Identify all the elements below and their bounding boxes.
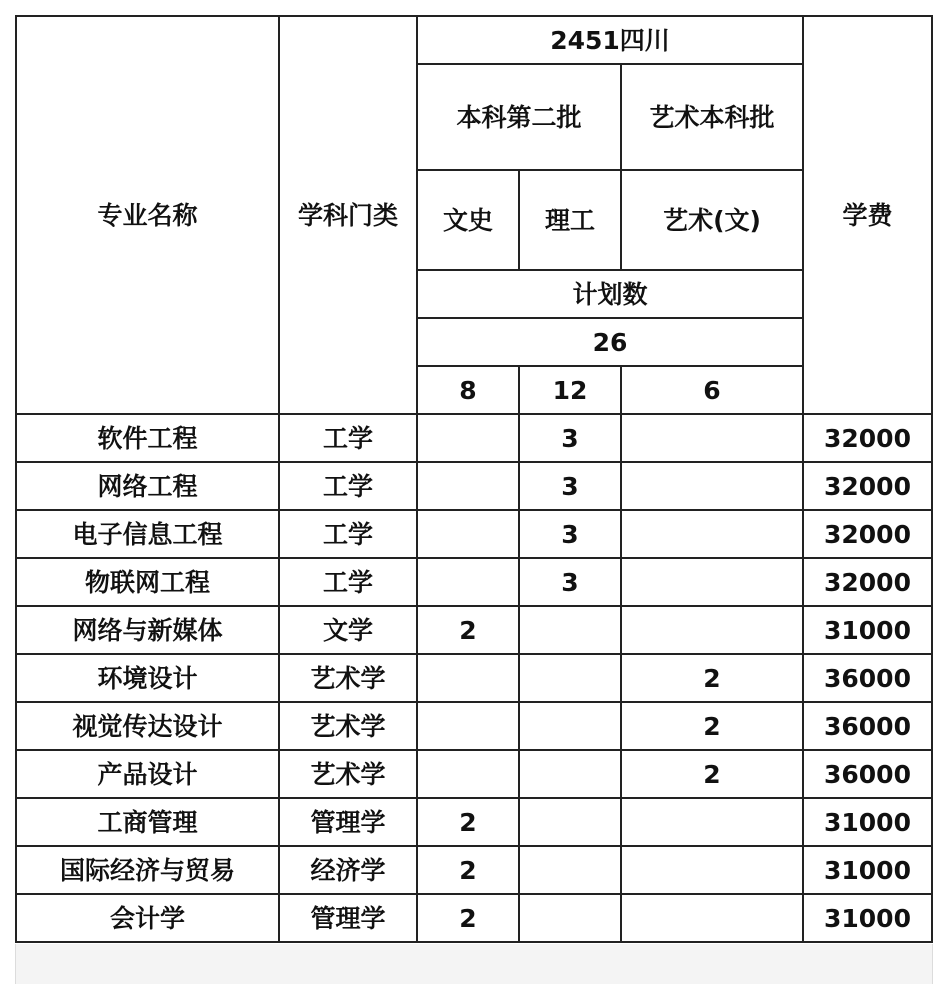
major-name-cell: 国际经济与贸易 (16, 846, 279, 894)
table-row (16, 414, 932, 462)
major-name-cell: 会计学 (16, 894, 279, 942)
art-plan-cell (621, 846, 803, 894)
header-batch-art: 艺术本科批 (621, 64, 803, 170)
art-plan-cell: 2 (621, 654, 803, 702)
category-cell: 工学 (279, 462, 417, 510)
tuition-cell: 31000 (803, 894, 932, 942)
science-plan-cell: 3 (519, 510, 621, 558)
major-name-cell: 网络与新媒体 (16, 606, 279, 654)
tuition-cell: 32000 (803, 510, 932, 558)
art-plan-cell (621, 414, 803, 462)
major-name-cell: 环境设计 (16, 654, 279, 702)
science-plan-cell: 3 (519, 558, 621, 606)
arts-plan-cell (417, 462, 519, 510)
table-row (16, 894, 932, 942)
header-major-name: 专业名称 (16, 16, 279, 414)
science-plan-cell (519, 894, 621, 942)
table-row (16, 846, 932, 894)
table-row (16, 702, 932, 750)
art-plan-cell (621, 510, 803, 558)
major-name-cell: 物联网工程 (16, 558, 279, 606)
arts-plan-cell: 2 (417, 606, 519, 654)
header-plan-total: 26 (417, 318, 803, 366)
arts-plan-cell (417, 750, 519, 798)
category-cell: 管理学 (279, 894, 417, 942)
header-plan-arts: 8 (417, 366, 519, 414)
header-region: 2451四川 (417, 16, 803, 64)
header-plan-art: 6 (621, 366, 803, 414)
tuition-cell: 36000 (803, 654, 932, 702)
major-name-cell: 工商管理 (16, 798, 279, 846)
category-cell: 艺术学 (279, 750, 417, 798)
header-batch-undergrad-2: 本科第二批 (417, 64, 621, 170)
major-name-cell: 电子信息工程 (16, 510, 279, 558)
category-cell: 工学 (279, 558, 417, 606)
category-cell: 艺术学 (279, 702, 417, 750)
tuition-cell: 31000 (803, 798, 932, 846)
tuition-cell: 36000 (803, 702, 932, 750)
tuition-cell: 31000 (803, 606, 932, 654)
category-cell: 经济学 (279, 846, 417, 894)
header-category: 学科门类 (279, 16, 417, 414)
major-name-cell: 视觉传达设计 (16, 702, 279, 750)
arts-plan-cell (417, 414, 519, 462)
art-plan-cell: 2 (621, 702, 803, 750)
arts-plan-cell: 2 (417, 798, 519, 846)
tuition-cell: 32000 (803, 414, 932, 462)
header-tuition: 学费 (803, 16, 932, 414)
art-plan-cell (621, 462, 803, 510)
science-plan-cell (519, 798, 621, 846)
header-plan-science: 12 (519, 366, 621, 414)
major-name-cell: 产品设计 (16, 750, 279, 798)
category-cell: 文学 (279, 606, 417, 654)
arts-plan-cell: 2 (417, 894, 519, 942)
art-plan-cell: 2 (621, 750, 803, 798)
table-row (16, 510, 932, 558)
tuition-cell: 32000 (803, 558, 932, 606)
arts-plan-cell (417, 654, 519, 702)
header-track-arts: 文史 (417, 170, 519, 270)
art-plan-cell (621, 558, 803, 606)
arts-plan-cell: 2 (417, 846, 519, 894)
table-row (16, 462, 932, 510)
table-row (16, 750, 932, 798)
table-row (16, 606, 932, 654)
category-cell: 艺术学 (279, 654, 417, 702)
table-row (16, 654, 932, 702)
science-plan-cell (519, 846, 621, 894)
arts-plan-cell (417, 558, 519, 606)
art-plan-cell (621, 798, 803, 846)
category-cell: 工学 (279, 510, 417, 558)
science-plan-cell (519, 702, 621, 750)
bottom-gray-strip (15, 944, 933, 984)
science-plan-cell (519, 750, 621, 798)
category-cell: 工学 (279, 414, 417, 462)
science-plan-cell (519, 654, 621, 702)
science-plan-cell: 3 (519, 462, 621, 510)
major-name-cell: 软件工程 (16, 414, 279, 462)
science-plan-cell (519, 606, 621, 654)
header-track-science: 理工 (519, 170, 621, 270)
tuition-cell: 36000 (803, 750, 932, 798)
major-name-cell: 网络工程 (16, 462, 279, 510)
art-plan-cell (621, 894, 803, 942)
science-plan-cell: 3 (519, 414, 621, 462)
header-plan-label: 计划数 (417, 270, 803, 318)
category-cell: 管理学 (279, 798, 417, 846)
tuition-cell: 32000 (803, 462, 932, 510)
table-row (16, 798, 932, 846)
arts-plan-cell (417, 702, 519, 750)
art-plan-cell (621, 606, 803, 654)
table-row (16, 558, 932, 606)
arts-plan-cell (417, 510, 519, 558)
enrollment-plan-table (15, 15, 933, 943)
header-track-art-arts: 艺术(文) (621, 170, 803, 270)
tuition-cell: 31000 (803, 846, 932, 894)
